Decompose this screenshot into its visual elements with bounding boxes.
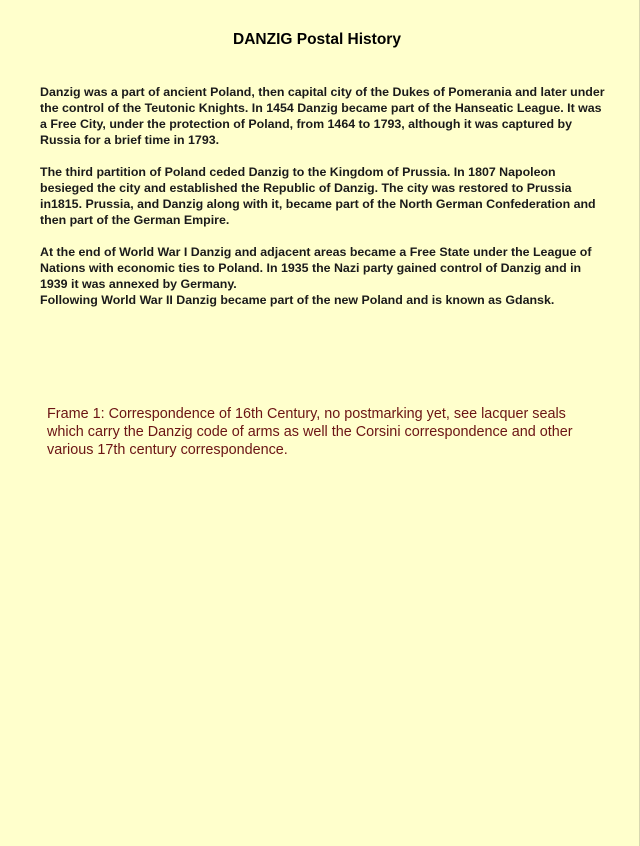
frame-1-description: Frame 1: Correspondence of 16th Century, no postmarking yet, see lacquer seals which carry the Danzig code of arms as well the Corsini correspondence and other various 17th century correspondence. — [47, 406, 573, 458]
paragraph-free-state: At the end of World War I Danzig and adjacent areas became a Free State under the League of Nations with economic ties to Poland. In 1935 the Nazi party gained control of Danzig and in 1939 it was annexed by Germany. — [40, 245, 592, 291]
page-title: DANZIG Postal History — [233, 31, 401, 48]
paragraph-post-war: Following World War II Danzig became part of the new Poland and is known as Gdansk. — [40, 293, 555, 307]
history-text — [40, 84, 610, 308]
paragraph-early-history: Danzig was a part of ancient Poland, then capital city of the Dukes of Pomerania and later under the control of the Teutonic Knights. In 1454 Danzig became part of the Hanseatic League. It was a Free City, under the protection of Poland, from 1464 to 1793, although it was captured by Russia for a brief time in 1793. — [40, 85, 605, 147]
paragraph-prussian-period: The third partition of Poland ceded Danzig to the Kingdom of Prussia. In 1807 Napoleon besieged the city and established the Republic of Danzig. The city was restored to Prussia in1815. Prussia, and Danzig along with it, became part of the North German Confederation and then part of the German Empire. — [40, 165, 596, 227]
